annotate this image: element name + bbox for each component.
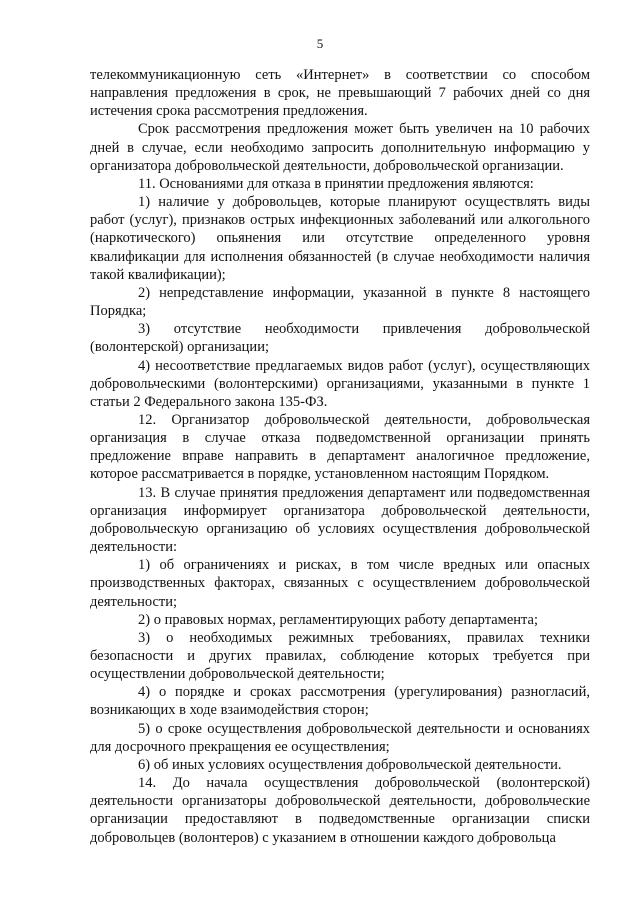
paragraph: 4) несоответствие предлагаемых видов работ (услуг), осуществляющих добровольческими (волонтерскими) организациями, указанными в пункте 1 статьи 2 Федерального закона 135-ФЗ.: [90, 357, 590, 410]
paragraph: 12. Организатор добровольческой деятельности, добровольческая организация в случае отказа подведомственной организации принять предложение вправе направить в департамент аналогичное предложение, которое рассматривается в порядке, установленном настоящим Порядком.: [90, 411, 590, 483]
paragraph: телекоммуникационную сеть «Интернет» в соответствии со способом направления предложения в срок, не превышающий 7 рабочих дней со дня истечения срока рассмотрения предложения.: [90, 67, 590, 120]
paragraph: 1) наличие у добровольцев, которые планируют осуществлять виды работ (услуг), признаков острых инфекционных заболеваний или алкогольного (наркотического) опьянения или отсутствие определенного уровня квалификации для исполнения обязанностей (в случае необходимости наличия такой квалификации);: [90, 194, 590, 283]
paragraph: 2) о правовых нормах, регламентирующих работу департамента;: [138, 611, 539, 628]
paragraph: 1) об ограничениях и рисках, в том числе вредных или опасных производственных факторах, связанных с осуществлением добровольческой деятельности;: [90, 557, 590, 610]
page-number: 5: [316, 36, 324, 51]
paragraph: 6) об иных условиях осуществления добровольческой деятельности.: [138, 756, 562, 773]
paragraph: 14. До начала осуществления добровольческой (волонтерской) деятельности организаторы добровольческой деятельности, добровольческие организации предоставляют в подведомственные организации списки добровольцев (волонтеров) с указанием в отношении каждого добровольца: [90, 775, 590, 846]
paragraph: 3) отсутствие необходимости привлечения добровольческой (волонтерской) организации;: [90, 321, 590, 356]
paragraph: 2) непредставление информации, указанной в пункте 8 настоящего Порядка;: [90, 284, 590, 320]
paragraph: Срок рассмотрения предложения может быть увеличен на 10 рабочих дней в случае, если необходимо запросить дополнительную информацию у организатора добровольческой деятельности, добровольческой организации.: [90, 121, 590, 174]
paragraph: 4) о порядке и сроках рассмотрения (урегулирования) разногласий, возникающих в ходе взаимодействия сторон;: [90, 684, 590, 719]
paragraph: 3) о необходимых режимных требованиях, правилах техники безопасности и других правилах, соблюдение которых требуется при осуществлении добровольческой деятельности;: [90, 629, 590, 683]
document-body: [90, 66, 590, 847]
paragraph: 11. Основаниями для отказа в принятии предложения являются:: [138, 175, 534, 192]
paragraph: 5) о сроке осуществления добровольческой деятельности и основаниях для досрочного прекращения ее осуществления;: [90, 720, 590, 755]
paragraph: 13. В случае принятия предложения департамент или подведомственная организация информирует организатора добровольческой деятельности, добровольческую организацию об условиях осуществления добровольческой деятельности:: [90, 484, 590, 556]
